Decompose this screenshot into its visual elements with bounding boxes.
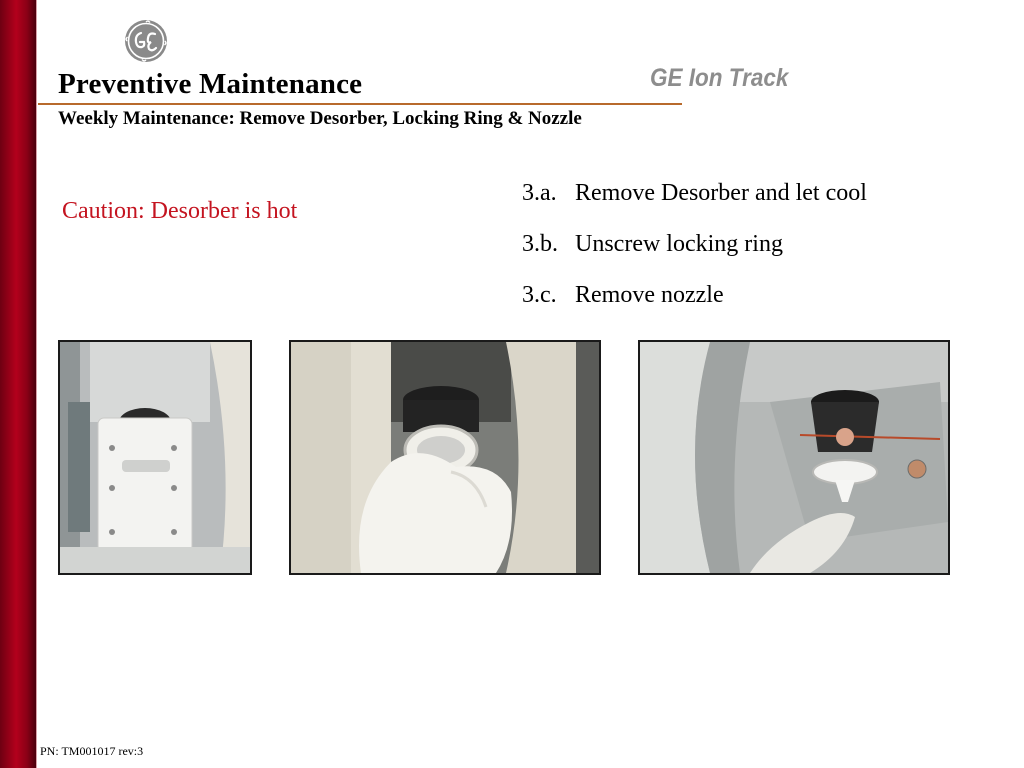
step-text: Remove nozzle [575,282,724,308]
ge-logo-icon [124,19,168,63]
sidebar-stripe [0,0,36,768]
step-text: Remove Desorber and let cool [575,180,867,206]
title-underline [38,103,682,105]
step-number: 3.a. [522,180,557,206]
step-number: 3.c. [522,282,557,308]
page-title: Preventive Maintenance [58,68,363,100]
sidebar-divider [36,0,37,768]
nozzle-removal-photo-icon [640,342,948,573]
step-text: Unscrew locking ring [575,231,783,257]
locking-ring-removal-photo-icon [291,342,599,573]
desorber-unit-photo-icon [60,342,250,573]
caution-note: Caution: Desorber is hot [62,198,298,224]
nozzle-removal-photo [638,340,950,575]
page-subtitle: Weekly Maintenance: Remove Desorber, Locking Ring & Nozzle [58,108,582,129]
desorber-unit-photo [58,340,252,575]
brand-wordmark: GE Ion Track [650,64,789,92]
step-number: 3.b. [522,231,558,257]
part-number-footer: PN: TM001017 rev:3 [40,744,144,758]
locking-ring-removal-photo [289,340,601,575]
